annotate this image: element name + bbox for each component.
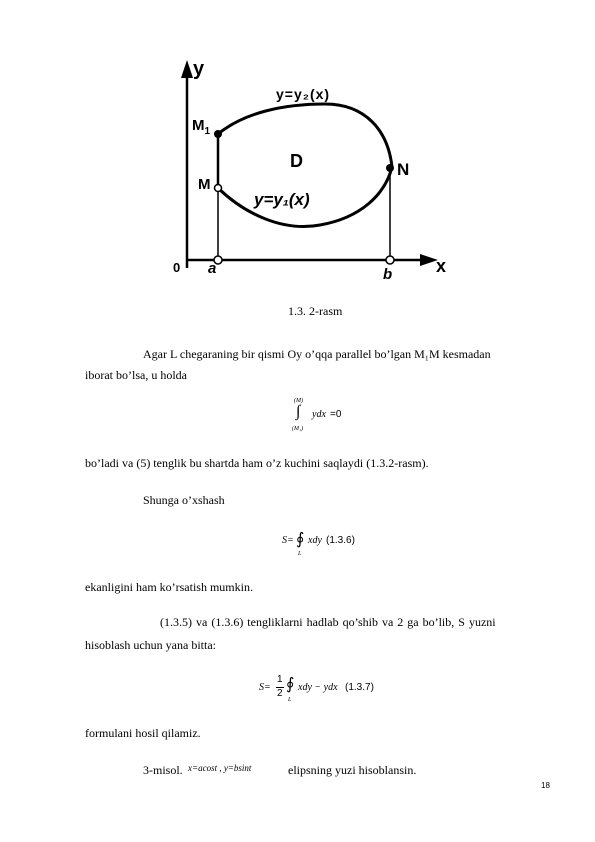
label-point-m1: $M_1$ (192, 117, 211, 137)
equation-2-integral: ∮ (296, 531, 305, 548)
point-n (386, 164, 394, 172)
point-m (215, 185, 222, 192)
label-point-m1-subscript: 1 (204, 126, 211, 137)
point-b (386, 256, 394, 264)
paragraph-4: ekanligini ham ko’rsatish mumkin. (85, 580, 253, 594)
label-point-b: b (383, 266, 393, 283)
label-curve-upper: y=y₂(x) (276, 86, 331, 102)
label-region-d: D (290, 151, 303, 171)
paragraph-2: bo’ladi va (5) tenglik bu shartda ham o’z kuchini saqlaydi (1.3.2-rasm). (85, 456, 429, 470)
equation-3-fraction-numerator: 1 (277, 674, 283, 685)
figure-region-d (0, 0, 595, 300)
equation-3-number: (1.3.7) (345, 682, 374, 693)
paragraph-5-line-2: hisoblash uchun yana bitta: (85, 638, 216, 652)
example-text: elipsning yuzi hisoblansin. (288, 763, 417, 777)
example-label: 3-misol. (143, 763, 183, 777)
equation-3 (259, 670, 399, 710)
label-point-a: a (208, 260, 217, 277)
point-m1 (214, 130, 222, 138)
equation-1-lower-limit: (M₁) (292, 426, 304, 432)
paragraph-1-line-1: Agar L chegaraning bir qismi Oy o’qqa parallel bo’lgan M₁M kesmadan (143, 347, 491, 361)
equation-3-integral: ∮ (286, 676, 295, 693)
equation-2-lower-limit: L (298, 551, 302, 557)
curve-upper (218, 104, 392, 167)
label-curve-lower: y=y₁(x) (254, 190, 310, 209)
y-axis-arrow (181, 60, 193, 78)
equation-3-body: xdy − ydx (298, 682, 338, 693)
paragraph-3: Shunga o’xshash (143, 493, 225, 507)
equation-2-lhs: S= (282, 535, 294, 546)
label-point-n: N (397, 160, 410, 179)
paragraph-5-line-1: (1.3.5) va (1.3.6) tengliklarni hadlab qo’shib va 2 ga bo’lib, S yuzni (160, 615, 496, 629)
paragraph-1-line-2: iborat bo’lsa, u holda (85, 368, 187, 382)
equation-1-integral: ∫ (296, 403, 301, 420)
equation-1-rhs: =0 (330, 409, 342, 420)
example-formula: x=acost , y=bsint (188, 763, 252, 773)
label-point-m: M (198, 176, 211, 193)
equation-2-body: xdy (308, 535, 322, 546)
equation-2-number: (1.3.6) (326, 535, 355, 546)
page-number: 18 (541, 781, 550, 790)
paragraph-6: formulani hosil qilamiz. (85, 726, 201, 740)
equation-3-fraction-denominator: 2 (277, 688, 283, 699)
figure-caption: 1.3. 2-rasm (288, 304, 343, 318)
equation-1 (290, 396, 370, 438)
equation-2 (282, 525, 392, 561)
label-origin: 0 (173, 260, 181, 275)
equation-3-lhs: S= (259, 682, 271, 693)
label-axis-x: x (436, 256, 447, 276)
equation-1-body: ydx (312, 409, 326, 420)
label-axis-y: y (193, 58, 205, 80)
equation-3-lower-limit: L (288, 697, 292, 703)
equation-1-upper-limit: (M) (294, 398, 303, 404)
